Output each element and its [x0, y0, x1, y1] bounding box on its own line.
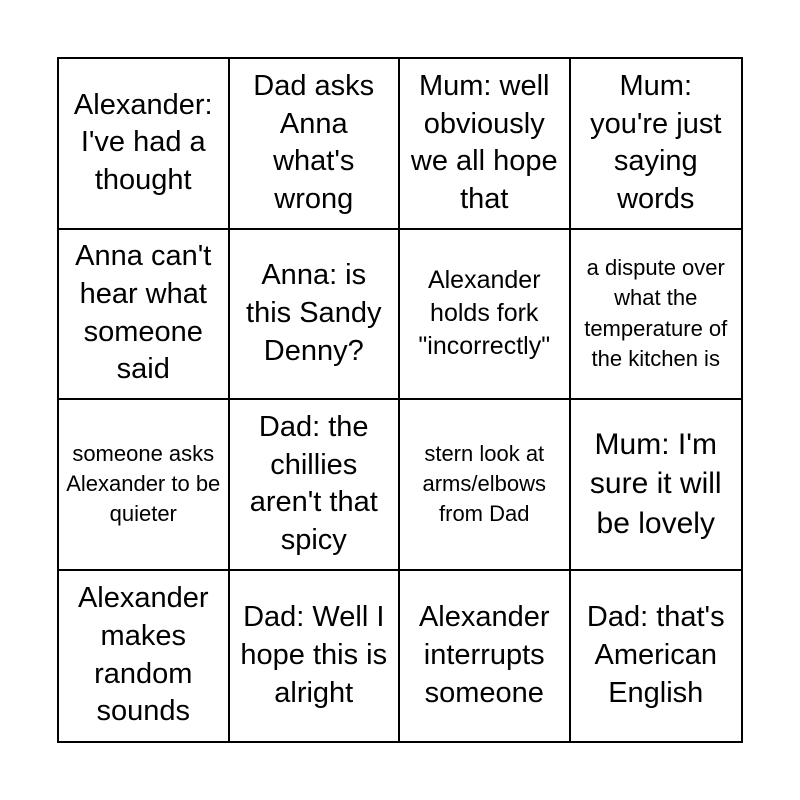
bingo-cell: Mum: you're just saying words: [571, 59, 742, 230]
bingo-cell: Mum: well obviously we all hope that: [400, 59, 571, 230]
bingo-cell: Anna can't hear what someone said: [59, 230, 230, 401]
bingo-cell: a dispute over what the temperature of the kitchen is: [571, 230, 742, 401]
bingo-cell: Alexander makes random sounds: [59, 571, 230, 742]
bingo-cell: Mum: I'm sure it will be lovely: [571, 400, 742, 571]
bingo-cell: Alexander interrupts someone: [400, 571, 571, 742]
bingo-cell: Dad: the chillies aren't that spicy: [230, 400, 401, 571]
bingo-cell: someone asks Alexander to be quieter: [59, 400, 230, 571]
bingo-cell: Dad asks Anna what's wrong: [230, 59, 401, 230]
bingo-cell: Alexander: I've had a thought: [59, 59, 230, 230]
bingo-cell: Alexander holds fork "incorrectly": [400, 230, 571, 401]
bingo-cell: stern look at arms/elbows from Dad: [400, 400, 571, 571]
bingo-board: [57, 57, 743, 743]
bingo-cell: Dad: that's American English: [586, 601, 725, 709]
bingo-cell: Dad: Well I hope this is alright: [230, 571, 401, 742]
bingo-cell: Anna: is this Sandy Denny?: [230, 230, 401, 401]
